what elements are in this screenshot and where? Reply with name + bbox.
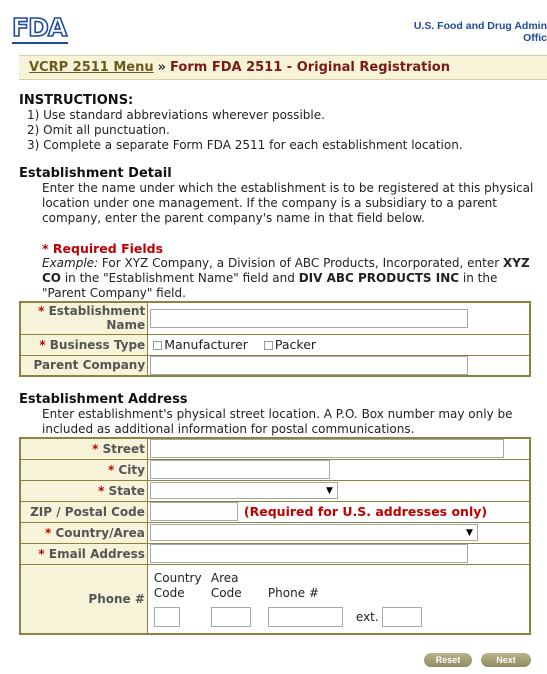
email-cell (147, 543, 530, 564)
business-type-label (20, 334, 148, 355)
page-header (0, 0, 547, 50)
country-cell (147, 522, 530, 543)
label-text: Code (153, 585, 185, 600)
phone-number-input[interactable] (268, 607, 343, 627)
country-code-label (154, 571, 202, 601)
example-text: in the (459, 271, 498, 285)
example-text: in the "Establishment Name" field and (61, 271, 299, 285)
street-cell (147, 438, 530, 459)
label-text: Name (106, 318, 146, 333)
breadcrumb-separator: » (157, 60, 167, 75)
phone-label: Phone # (20, 564, 147, 634)
address-description: Enter establishment's physical street location. A P.O. Box number may only be (42, 407, 513, 421)
reset-button[interactable]: Reset (424, 653, 472, 667)
zip-input[interactable] (150, 502, 238, 521)
establishment-address-heading: Establishment Address (19, 392, 188, 407)
parent-company-label: Parent Company (20, 355, 148, 376)
example-line: "Parent Company" field. (42, 286, 186, 300)
required-mark: * (45, 525, 52, 540)
extension-input[interactable] (382, 607, 422, 627)
manufacturer-checkbox[interactable] (153, 341, 162, 350)
label-text: Country/Area (55, 525, 145, 540)
state-cell (147, 480, 530, 501)
country-code-input[interactable] (154, 607, 180, 627)
zip-label: ZIP / Postal Code (20, 501, 147, 522)
required-mark: * (38, 546, 45, 561)
city-label (20, 459, 147, 480)
city-cell (147, 459, 530, 480)
instruction-item: 1) Use standard abbreviations wherever possible. (27, 108, 325, 122)
packer-checkbox[interactable] (264, 341, 273, 350)
required-fields-note: * Required Fields (42, 241, 164, 256)
city-input[interactable] (150, 460, 330, 479)
label-text: Business Type (49, 337, 146, 352)
next-button[interactable]: Next (481, 653, 531, 667)
street-label (20, 438, 147, 459)
instruction-item: 2) Omit all punctuation. (27, 123, 170, 137)
fda-logo: FDA (12, 13, 67, 42)
state-label (20, 480, 147, 501)
zip-cell (147, 501, 530, 522)
area-code-label (211, 571, 242, 601)
zip-requirement-note: (Required for U.S. addresses only) (243, 504, 488, 519)
establishment-detail-heading: Establishment Detail (19, 166, 172, 181)
parent-company-input[interactable] (150, 356, 468, 375)
area-code-input[interactable] (211, 607, 251, 627)
label-text: Email Address (48, 546, 145, 561)
required-mark: * (107, 462, 115, 477)
establishment-detail-form (19, 301, 531, 377)
establishment-name-label (20, 302, 148, 334)
email-input[interactable] (150, 544, 468, 563)
state-select[interactable] (150, 482, 338, 499)
label-text: Area (210, 570, 239, 585)
label-text: Code (210, 585, 242, 600)
required-mark: * (39, 337, 46, 352)
street-input[interactable] (150, 439, 504, 458)
address-description: included as additional information for postal communications. (42, 422, 415, 436)
phone-fields (150, 565, 529, 633)
email-label (20, 543, 147, 564)
label-text: City (118, 462, 145, 477)
breadcrumb-current: Form FDA 2511 - Original Registration (170, 60, 450, 75)
example-label: Example: (42, 256, 99, 270)
instruction-item: 3) Complete a separate Form FDA 2511 for each establishment location. (27, 138, 463, 152)
example-line (42, 271, 497, 286)
parent-company-cell (148, 355, 530, 376)
country-label (20, 522, 147, 543)
phone-number-label: Phone # (267, 585, 319, 600)
country-select[interactable] (150, 524, 478, 541)
logo-underline (12, 42, 68, 44)
ext-label: ext. (355, 609, 379, 624)
example-bold: XYZ (503, 256, 530, 270)
detail-description: location under one management. If the company is a subsidiary to a parent (42, 196, 497, 210)
label-text: Country (153, 570, 202, 585)
label-text: State (108, 483, 145, 498)
label-text: Establishment (48, 304, 146, 319)
example-bold: DIV ABC PRODUCTS INC (298, 271, 460, 285)
example-bold: CO (42, 271, 62, 285)
label-text: Street (102, 441, 145, 456)
business-type-cell (148, 334, 530, 355)
required-mark: * (92, 441, 99, 456)
dropdown-arrow-icon: ▼ (325, 486, 333, 496)
packer-label: Packer (274, 337, 317, 352)
agency-name (414, 20, 547, 44)
instructions-heading: INSTRUCTIONS: (19, 93, 134, 108)
phone-cell (147, 564, 530, 634)
vcrp-menu-link[interactable]: VCRP 2511 Menu (29, 60, 154, 75)
agency-line-1: U.S. Food and Drug Admin (413, 20, 547, 32)
detail-description: company, enter the parent company's name in that field below. (42, 211, 425, 225)
establishment-address-form (19, 437, 531, 635)
example-text: For XYZ Company, a Division of ABC Products, Incorporated, enter (98, 256, 503, 270)
example-line (42, 256, 530, 271)
dropdown-arrow-icon: ▼ (465, 528, 473, 538)
establishment-name-cell (148, 302, 530, 334)
agency-line-2: Offic (523, 32, 547, 44)
breadcrumb (19, 55, 547, 80)
manufacturer-label: Manufacturer (164, 337, 248, 352)
establishment-name-input[interactable] (150, 309, 468, 328)
required-mark: * (98, 483, 105, 498)
required-mark: * (38, 304, 45, 319)
detail-description: Enter the name under which the establishment is to be registered at this physical (42, 181, 534, 195)
